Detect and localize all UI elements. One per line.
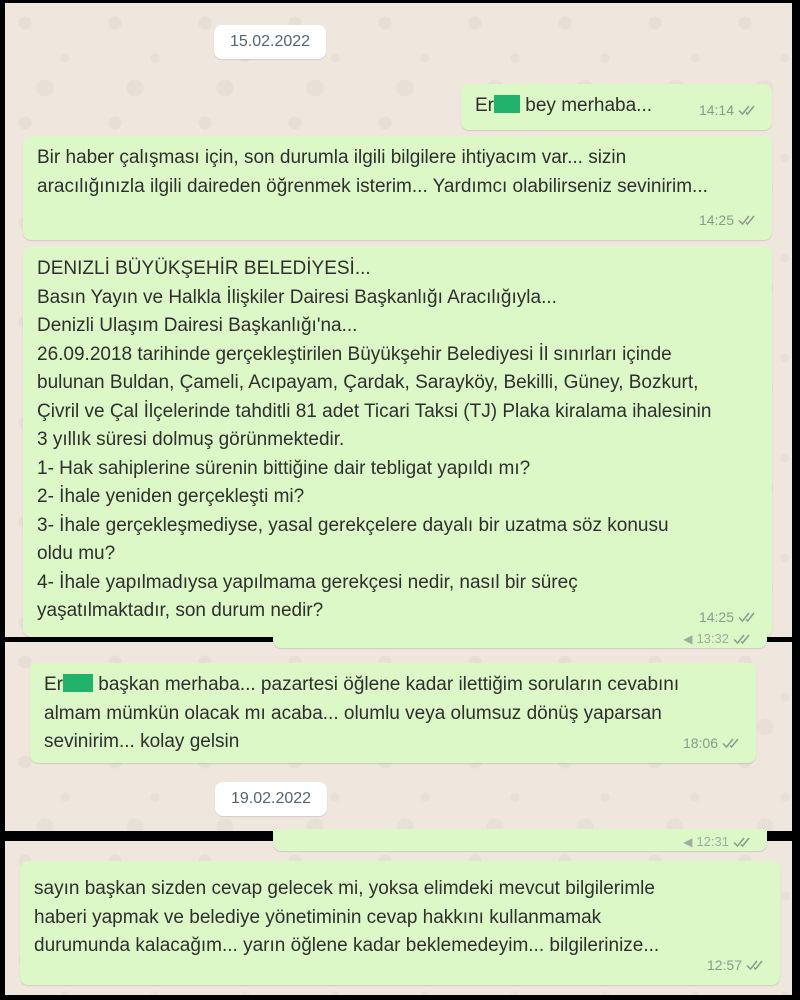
message-text: Bir haber çalışması için, son durumla ilgili bilgilere ihtiyacım var... sizin aracılığınızla ilgili daireden öğrenmek isterim... Yardımcı olabilirseniz sevinirim... (37, 147, 708, 197)
double-check-icon (733, 836, 755, 848)
message-meta (699, 206, 760, 235)
message-time: 18:06 (682, 734, 718, 751)
message-bubble-clipped (273, 829, 767, 851)
redaction-mark (494, 95, 520, 113)
message-meta (683, 834, 755, 849)
double-check-icon (738, 214, 760, 226)
chat-panel-bottom (5, 834, 792, 995)
message-time: 13:32 (696, 631, 729, 646)
message-meta (699, 603, 760, 632)
message-bubble-clipped (273, 630, 767, 648)
date-chip: 19.02.2022 (215, 782, 327, 816)
double-check-icon (733, 633, 755, 645)
message-time: 14:25 (698, 211, 734, 228)
chat-panel-middle (5, 631, 792, 831)
message-text: Er başkan merhaba... pazartesi öğlene kadar ilettiğim soruların cevabını almam mümkün olacak mı acaba... olumlu veya olumsuz dönüş yaparsan sevinirim... kolay gelsin (44, 674, 680, 752)
message-bubble-outgoing[interactable] (30, 663, 756, 763)
double-check-icon (722, 737, 744, 749)
message-meta (683, 729, 744, 758)
message-time: 12:57 (706, 956, 742, 973)
message-bubble-outgoing[interactable] (461, 84, 772, 130)
speaker-icon: ◀ (683, 631, 693, 646)
chat-panel-top (5, 3, 792, 637)
message-time: 14:14 (698, 101, 734, 118)
message-text: Er bey merhaba... (475, 95, 653, 116)
message-bubble-outgoing[interactable] (23, 136, 772, 240)
message-text: DENIZLİ BÜYÜKŞEHİR BELEDİYESİ... Basın Yayın ve Halkla İlişkiler Dairesi Başkanlığı Aracılığıyla... Denizli Ulaşım Dairesi Başkanlığı'na... 26.09.2018 tarihinde gerçekleştirilen Büyükşehir Belediyesi İl sınırları içinde bulunan Buldan, Çameli, Acıpayam, Çardak, Sarayköy, Bekilli, Güney, Bozkurt, Çivril ve Çal İlçelerinde tahditli 81 adet Ticari Taksi (TJ) Plaka kiralama ihalesinin 3 yıllık süresi dolmuş görünmektedir. 1- Hak sahiplerine sürenin bittiğine dair tebligat yapıldı mı? 2- İhale yeniden gerçekleşti mi? 3- İhale gerçekleşmediyse, yasal gerekçelere dayalı bir uzatma söz konusu oldu mu? 4- İhale yapılmadıysa yapılmama gerekçesi nedir, nasıl bir süreç yaşatılmaktadır, son durum nedir? (37, 258, 712, 621)
message-bubble-outgoing[interactable] (20, 861, 780, 985)
double-check-icon (746, 959, 768, 971)
speaker-icon: ◀ (683, 834, 693, 849)
date-chip: 15.02.2022 (214, 25, 326, 59)
redaction-mark (63, 674, 93, 692)
double-check-icon (738, 104, 760, 116)
message-time: 12:31 (696, 834, 729, 849)
message-time: 14:25 (698, 608, 734, 625)
double-check-icon (738, 611, 760, 623)
message-meta (699, 96, 760, 125)
message-bubble-outgoing[interactable] (23, 247, 772, 637)
message-text: sayın başkan sizden cevap gelecek mi, yoksa elimdeki mevcut bilgilerimle haberi yapmak ve belediye yönetiminin cevap hakkını kullanmamak durumunda kalacağım... yarın öğlene kadar beklemedeyim... bilgilerinize... (34, 878, 660, 956)
message-meta (683, 631, 755, 646)
message-meta (707, 951, 768, 980)
